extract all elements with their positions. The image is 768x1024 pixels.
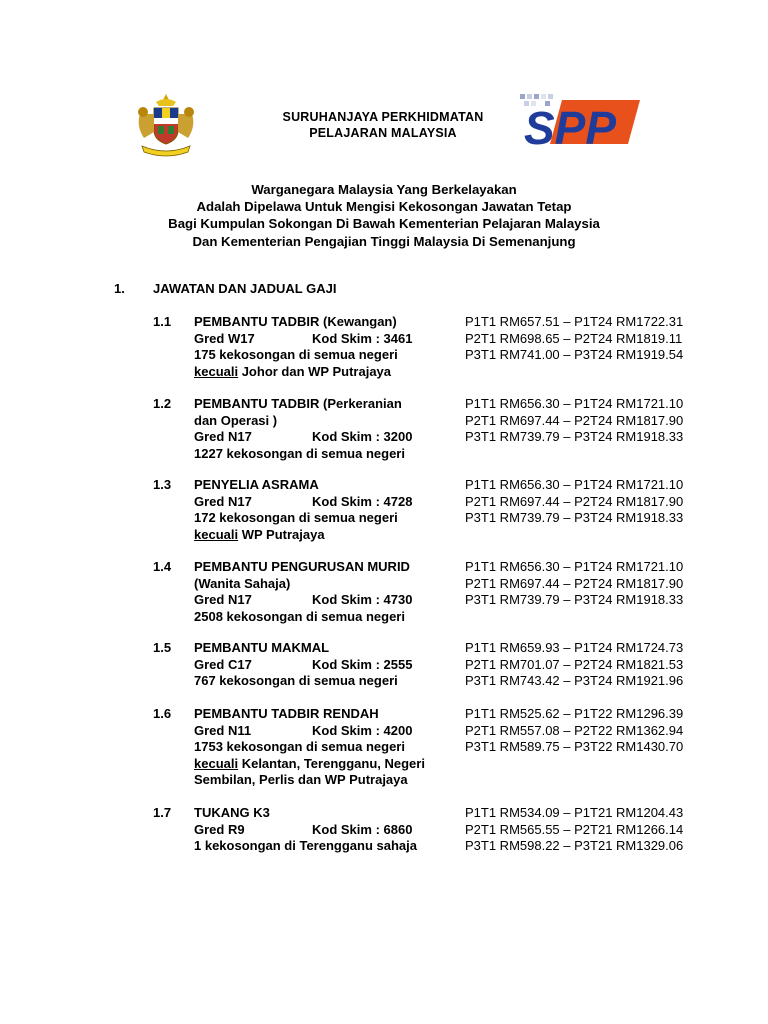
salary-range: P2T1 RM698.65 – P2T24 RM1819.11	[465, 330, 683, 346]
exception-states: Kelantan, Terengganu, Negeri	[238, 755, 425, 771]
scheme-code: Kod Skim : 3200	[312, 429, 413, 444]
position-title: PEMBANTU TADBIR (Perkeranian	[194, 396, 402, 411]
scheme-code: Kod Skim : 4200	[312, 722, 413, 738]
grade-row	[194, 331, 454, 348]
org-line-2: PELAJARAN MALAYSIA	[309, 126, 457, 140]
grade-code: Gred N11	[194, 722, 252, 738]
exception-states: WP Putrajaya	[238, 526, 325, 542]
exception-states: Johor dan WP Putrajaya	[238, 363, 392, 379]
salary-range: P2T1 RM557.08 – P2T22 RM1362.94	[465, 722, 684, 738]
item-number: 1.3	[153, 477, 172, 492]
scheme-code: Kod Skim : 4730	[312, 592, 413, 607]
item-number: 1.7	[153, 805, 172, 820]
grade-code: Gred N17	[194, 493, 252, 509]
position-title: PEMBANTU MAKMAL	[194, 640, 330, 655]
salary-range: P1T1 RM657.51 – P1T24 RM1722.31	[465, 314, 684, 329]
organization-name	[258, 109, 508, 141]
grade-code: Gred N17	[194, 592, 252, 607]
announcement-line: Adalah Dipelawa Untuk Mengisi Kekosongan Jawatan Tetap	[196, 199, 572, 215]
position-title: PEMBANTU TADBIR (Kewangan)	[194, 314, 397, 329]
exception-keyword: kecuali	[194, 755, 239, 771]
spp-logo	[516, 92, 644, 154]
item-details	[194, 805, 454, 855]
vacancy-count: 2508 kekosongan di semua negeri	[194, 608, 405, 624]
grade-row	[194, 592, 454, 609]
scheme-code: Kod Skim : 6860	[312, 821, 413, 837]
salary-range: P1T1 RM656.30 – P1T24 RM1721.10	[465, 477, 684, 492]
salary-range: P2T1 RM565.55 – P2T21 RM1266.14	[465, 821, 684, 837]
grade-code: Gred N17	[194, 429, 252, 444]
salary-schedule	[465, 396, 683, 446]
announcement-line: Dan Kementerian Pengajian Tinggi Malaysia Di Semenanjung	[192, 233, 576, 249]
grade-row	[194, 723, 454, 740]
salary-range: P1T1 RM534.09 – P1T21 RM1204.43	[465, 805, 684, 820]
item-details	[194, 314, 454, 380]
exception-keyword: kecuali	[194, 526, 239, 542]
salary-range: P1T1 RM659.93 – P1T24 RM1724.73	[465, 640, 684, 655]
salary-range: P3T1 RM598.22 – P3T21 RM1329.06	[465, 838, 684, 853]
salary-range: P2T1 RM701.07 – P2T24 RM1821.53	[465, 656, 684, 672]
item-details	[194, 640, 454, 690]
salary-range: P2T1 RM697.44 – P2T24 RM1817.90	[465, 412, 684, 428]
position-title: PEMBANTU PENGURUSAN MURID	[194, 559, 410, 574]
salary-range: P2T1 RM697.44 – P2T24 RM1817.90	[465, 493, 684, 509]
spp-logo-text: SPP	[524, 102, 617, 154]
salary-range: P3T1 RM743.42 – P3T24 RM1921.96	[465, 673, 684, 688]
salary-range: P3T1 RM739.79 – P3T24 RM1918.33	[465, 510, 684, 525]
org-line-1: SURUHANJAYA PERKHIDMATAN	[282, 110, 484, 124]
salary-range: P1T1 RM656.30 – P1T24 RM1721.10	[465, 396, 684, 411]
section-title: JAWATAN DAN JADUAL GAJI	[153, 281, 337, 296]
salary-range: P2T1 RM697.44 – P2T24 RM1817.90	[465, 575, 684, 591]
salary-schedule	[465, 805, 683, 855]
document-header	[0, 0, 768, 170]
scheme-code: Kod Skim : 3461	[312, 330, 413, 346]
grade-code: Gred C17	[194, 656, 252, 672]
grade-row	[194, 429, 454, 446]
item-number: 1.2	[153, 396, 172, 411]
exception-states: Sembilan, Perlis dan WP Putrajaya	[194, 772, 408, 787]
item-number: 1.5	[153, 640, 172, 655]
item-number: 1.6	[153, 706, 172, 721]
salary-range: P3T1 RM741.00 – P3T24 RM1919.54	[465, 347, 684, 362]
salary-schedule	[465, 314, 683, 364]
section-number: 1.	[114, 281, 125, 296]
scheme-code: Kod Skim : 2555	[312, 656, 413, 672]
vacancy-count: 1 kekosongan di Terengganu sahaja	[194, 838, 417, 853]
item-number: 1.1	[153, 314, 172, 329]
exception-note	[194, 527, 454, 544]
exception-note	[194, 364, 454, 381]
item-number: 1.4	[153, 559, 172, 574]
position-title: PENYELIA ASRAMA	[194, 477, 319, 492]
salary-schedule	[465, 477, 683, 527]
announcement-line: Bagi Kumpulan Sokongan Di Bawah Kementerian Pelajaran Malaysia	[168, 216, 600, 232]
scheme-code: Kod Skim : 4728	[312, 493, 413, 509]
announcement-heading	[100, 181, 668, 250]
item-details	[194, 706, 454, 789]
vacancy-count: 175 kekosongan di semua negeri	[194, 347, 398, 362]
salary-range: P1T1 RM656.30 – P1T24 RM1721.10	[465, 559, 684, 574]
grade-row	[194, 494, 454, 511]
position-title: TUKANG K3	[194, 805, 270, 820]
position-title: PEMBANTU TADBIR RENDAH	[194, 706, 379, 721]
exception-note	[194, 756, 454, 773]
item-details	[194, 396, 454, 462]
grade-row	[194, 822, 454, 839]
grade-row	[194, 657, 454, 674]
salary-range: P1T1 RM525.62 – P1T22 RM1296.39	[465, 706, 684, 721]
salary-schedule	[465, 559, 683, 609]
item-details	[194, 477, 454, 543]
malaysia-coat-of-arms-icon	[134, 92, 198, 160]
vacancy-count: 1227 kekosongan di semua negeri	[194, 445, 405, 461]
announcement-line: Warganegara Malaysia Yang Berkelayakan	[251, 182, 517, 197]
position-title: dan Operasi )	[194, 412, 278, 428]
salary-range: P3T1 RM589.75 – P3T22 RM1430.70	[465, 739, 684, 754]
exception-keyword: kecuali	[194, 363, 239, 379]
salary-schedule	[465, 706, 683, 756]
salary-range: P3T1 RM739.79 – P3T24 RM1918.33	[465, 429, 684, 444]
vacancy-count: 767 kekosongan di semua negeri	[194, 673, 398, 688]
grade-code: Gred R9	[194, 821, 245, 837]
salary-schedule	[465, 640, 683, 690]
vacancy-count: 172 kekosongan di semua negeri	[194, 510, 398, 525]
position-title: (Wanita Sahaja)	[194, 575, 291, 591]
vacancy-count: 1753 kekosongan di semua negeri	[194, 739, 405, 754]
salary-range: P3T1 RM739.79 – P3T24 RM1918.33	[465, 592, 684, 607]
item-details	[194, 559, 454, 625]
grade-code: Gred W17	[194, 330, 255, 346]
